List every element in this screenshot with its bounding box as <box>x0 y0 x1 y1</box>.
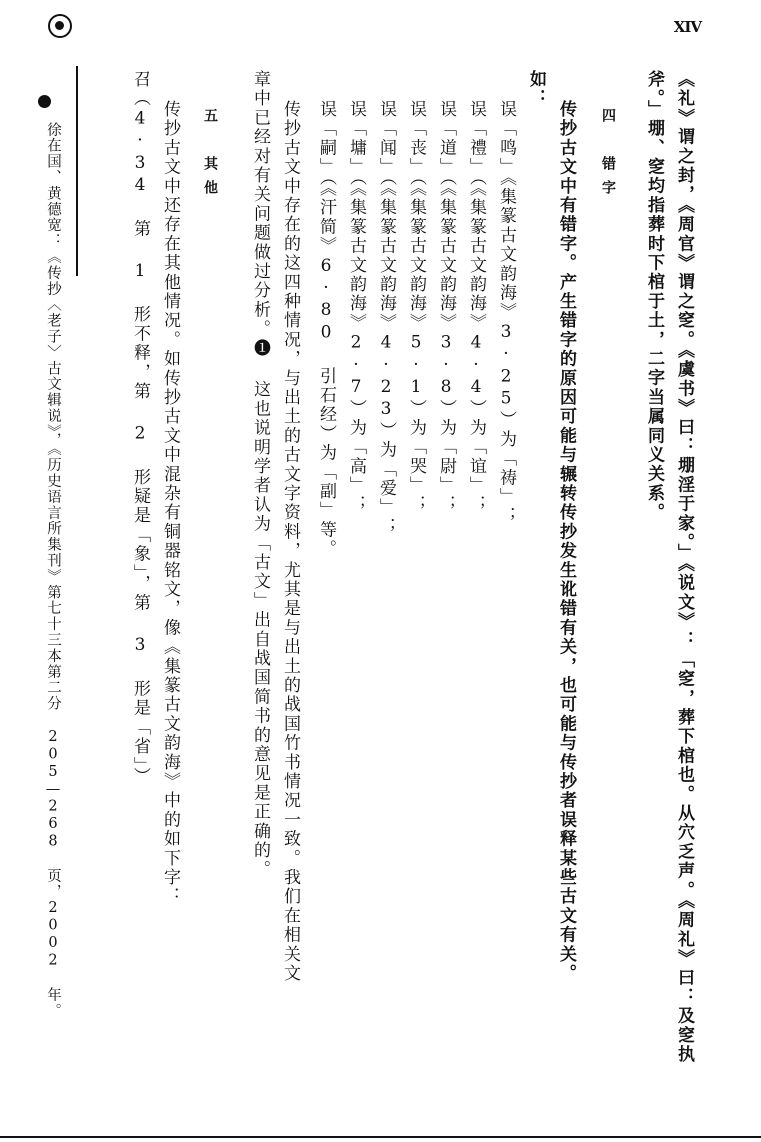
list-item-1: 误「鸣」《集篆古文韵海》3·25）为「祷」； <box>496 100 516 526</box>
list-item-3: 误「道」（《集篆古文韵海》3·8）为「尉」； <box>436 100 456 515</box>
text-column-5: 如： <box>526 70 546 109</box>
text-column-17: 召（4·34 第 1 形不释，第 2 形疑是「象」，第 3 形是「省」） <box>130 70 150 787</box>
list-item-6: 误「墉」（《集篆古文韵海》2·7）为「高」； <box>346 100 366 515</box>
text-column-1: 《礼》谓之封，《周官》谓之窆。《虞书》曰：堋淫于家。」《说文》：「窆，葬下棺也。从穴乏声。《周礼》曰：及窆执 <box>674 70 694 1065</box>
footnote-marker-icon <box>38 95 51 108</box>
text-column-13: 传抄古文中存在的这四种情况，与出土的古文字资料，尤其是与出土的战国竹书情况一致。我们在相关文 <box>280 100 300 984</box>
list-item-2: 误「禮」（《集篆古文韵海》4·4）为「谊」； <box>466 100 486 515</box>
text-column-16: 传抄古文中还存在其他情况。如传抄古文中混杂有铜器铭文，像《集篆古文韵海》中的如下字： <box>160 100 180 907</box>
list-item-4: 误「丧」（《集篆古文韵海》5·1）为「哭」； <box>406 100 426 515</box>
footnote-text: 徐在国、黄德宽：《传抄〈老子〉古文辑说》，《历史语言所集刊》第七十三本第二分 205—268 页，2002 年。 <box>45 122 61 1019</box>
text-column-4: 传抄古文中有错字。产生错字的原因可能与辗转传抄发生讹错有关，也可能与传抄者误释某些古文有关。 <box>556 100 576 984</box>
text-column-2: 斧。」堋、窆均指葬时下棺于土，二字当属同义关系。 <box>644 70 664 523</box>
footnote-rule <box>76 66 78 276</box>
text-column-14: 章中已经对有关问题做过分析。❶ 这也说明学者认为「古文」出自战国简书的意见是正确的。 <box>250 70 270 880</box>
section-heading-4: 四 错字 <box>600 108 616 204</box>
page-logo <box>48 14 72 38</box>
bottom-rule <box>0 1136 761 1138</box>
section-heading-5: 五 其他 <box>202 108 218 204</box>
page-number: XIV <box>673 18 701 36</box>
list-item-5: 误「闻」（《集篆古文韵海》4·23）为「爱」； <box>376 100 396 537</box>
list-item-7: 误「嗣」（《汗简》6·80 引石经）为「副」等。 <box>316 100 336 559</box>
